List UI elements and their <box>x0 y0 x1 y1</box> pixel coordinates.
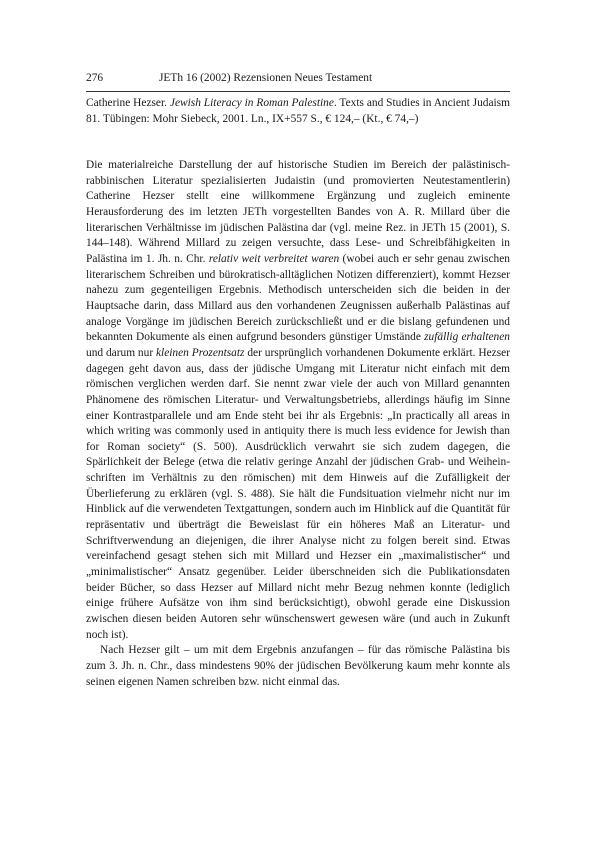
emphasis-kleinen-prozentsatz: kleinen Prozentsatz <box>155 346 245 359</box>
header-rule <box>86 91 510 92</box>
emphasis-weit-verbreitet: relativ weit verbreitet waren <box>208 252 340 265</box>
paragraph-1-part-2: (wobei auch er sehr genau zwischen literarischem Schreiben und bürokratisch-alltäglichen Notizen differenziert), kommt Hezser nahezu zum gegenteiligen Ergebnis. Methodisch unterscheiden sich die beiden in der Hauptsache darin, dass Millard aus den vorhandenen Zeugnissen außerhalb Palästinas auf analoge Vorgänge im jüdischen Bereich zurückschließt und er die bislang gefundenen und bekannten Dokumente als einen aufgrund besonders günstiger Umstände <box>86 252 510 344</box>
book-title: Jewish Literacy in Roman Palestine <box>169 97 334 109</box>
paragraph-1 <box>86 158 510 643</box>
book-author: Catherine Hezser. <box>86 97 167 109</box>
review-heading <box>86 95 510 127</box>
review-body <box>86 158 510 690</box>
paragraph-1-part-1: Die materialreiche Darstellung der auf historische Studien im Bereich der palästinisch-rabbinischen Literatur spezialisierten Judaistin (und promovierten Neutestamentlerin) Catherine Hezser stellt eine willkommene Ergänzung und zugleich eminente Herausforderung des im letzten JETh vorgestellten Bandes von A. R. Millard über die literarischen Verhältnisse im jüdischen Palästina dar (vgl. meine Rez. in JETh 15 (2001), S. 144–148). Während Millard zu zeigen versuchte, dass Lese- und Schreibfähigkeiten in Palästina im 1. Jh. n. Chr. <box>86 159 510 265</box>
paragraph-1-part-4: der ursprünglich vorhandenen Dokumente erklärt. Hezser dagegen geht davon aus, dass der jüdische Umgang mit Literatur nicht einfach mit dem römischen verglichen werden darf. Sie nennt zwar viele der auch von Millard genannten Phänomene des römischen Literatur- und Verwaltungsbetriebs, allerdings häufig im Sinne einer Kontrastparallele und am Ende steht bei ihr als Ergebnis: „In practically all areas in which writing was commonly used in antiquity there is much less evidence for Jewish than for Roman society“ (S. 500). Ausdrücklich verwahrt sie sich zudem dagegen, die Spärlichkeit der Belege (etwa die relativ geringe Anzahl der jüdischen Grab- und Weiheinschriften im Verhältnis zu den römischen) mit dem Hinweis auf die Zufälligkeit der Überlieferung zu erklären (vgl. S. 488). Sie hält die Fundsituation vielmehr nicht nur im Hinblick auf die verwendeten Textgattungen, sondern auch im Hinblick auf die Quantität für repräsentativ und überträgt die Beweislast für ein höheres Maß an Literatur- und Schriftverwendung an diejenigen, die ihrer Analyse nicht zu folgen bereit sind. Etwas vereinfachend gesagt stehen sich mit Millard und Hezser ein „maximalistischer“ und „minimalistischer“ Ansatz gegenüber. Leider überschneiden sich die Publikationsdaten beider Bücher, so dass Hezser auf Millard nicht mehr Bezug nehmen konnte (lediglich einige frühere Aufsätze von ihm sind berücksichtigt), obwohl gerade eine Diskussion zwischen diesen beiden Autoren sehr wünschenswert gewesen wäre (und auch in Zukunft noch ist). <box>86 346 510 641</box>
paragraph-2: Nach Hezser gilt – um mit dem Ergebnis anzufangen – für das römische Palästina bis zum 3. Jh. n. Chr., dass mindestens 90% der jüdischen Bevölkerung kaum mehr konnte als seinen eigenen Namen schreiben bzw. nicht einmal das. <box>86 644 510 688</box>
emphasis-zufaellig-erhalten: zufällig erhaltenen <box>424 331 510 344</box>
book-details: . Texts and Studies in Ancient Judaism 81. Tübingen: Mohr Siebeck, 2001. Ln., IX+557 S., € 124,– (Kt., € 74,–) <box>86 97 510 126</box>
page-header <box>86 70 510 86</box>
paragraph-1-part-3: und darum nur <box>86 346 156 359</box>
running-head: JETh 16 (2002) Rezensionen Neues Testament <box>159 72 373 84</box>
page-number: 276 <box>86 72 104 84</box>
